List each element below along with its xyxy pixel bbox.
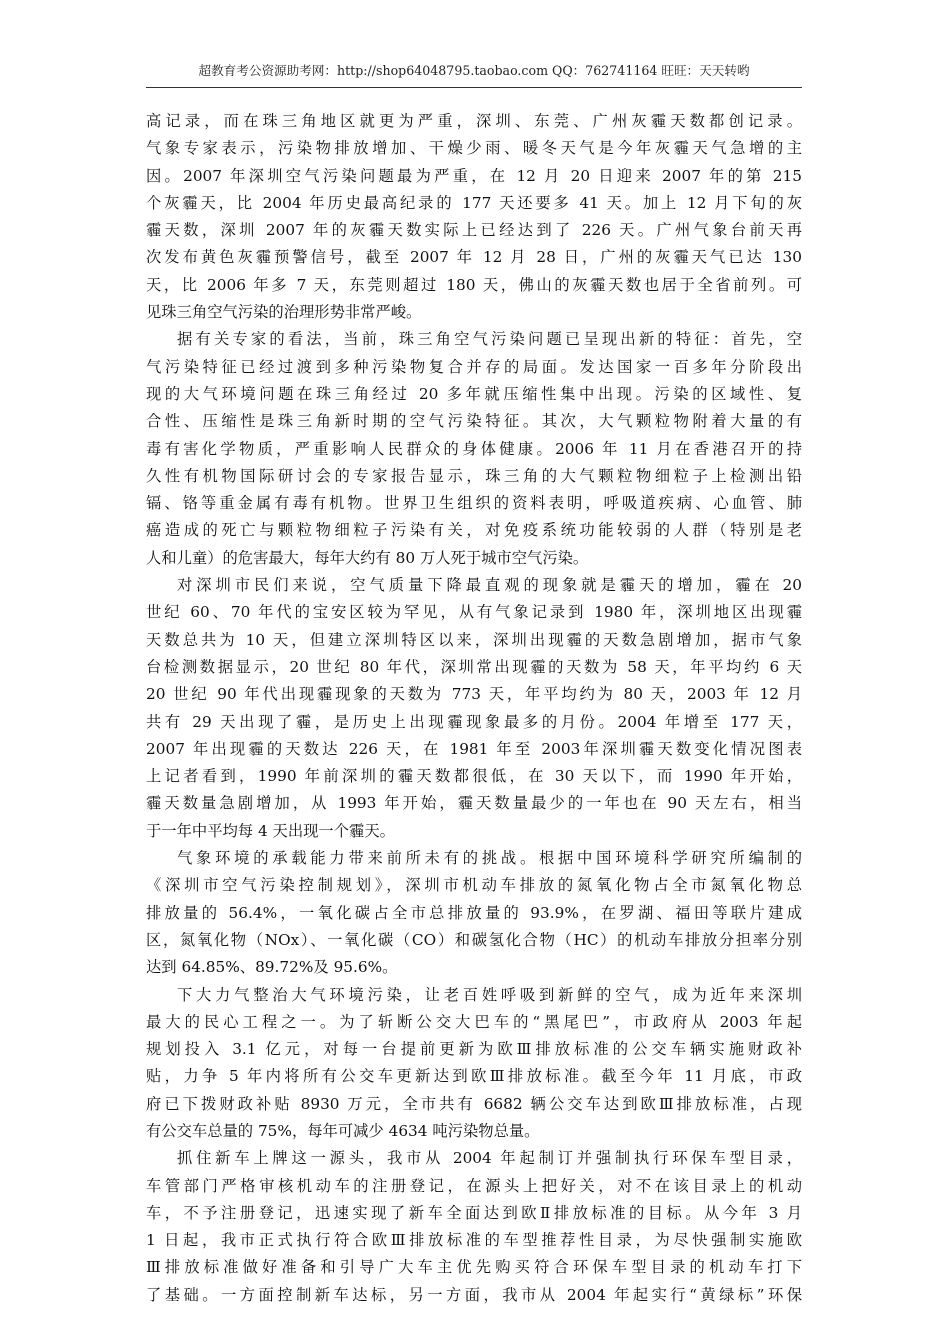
text-line: 了基础。一方面控制新车达标，另一方面，我市从 2004 年起实行“黄绿标”环保 xyxy=(146,1285,802,1304)
text-line: 毒有害化学物质，严重影响人民群众的身体健康。2006 年 11 月在香港召开的持 xyxy=(146,439,802,458)
paragraph xyxy=(146,326,802,572)
text-line: 次发布黄色灰霾预警信号，截至 2007 年 12 月 28 日，广州的灰霾天气已达 130 xyxy=(146,248,802,267)
text-line: 20 世纪 90 年代出现霾现象的天数为 773 天，年平均约为 80 天，2003 年 12 月 xyxy=(146,685,802,704)
text-line: 上记者看到，1990 年前深圳的霾天数都很低，在 30 天以下，而 1990 年开始， xyxy=(146,767,802,786)
paragraph xyxy=(146,1145,802,1309)
text-line: 对深圳市民们来说，空气质量下降最直观的现象就是霾天的增加，霾在 20 xyxy=(177,576,802,595)
article-body xyxy=(146,108,802,1309)
text-line: 气污染特征已经过渡到多种污染物复合并存的局面。发达国家一百多年分阶段出 xyxy=(146,357,802,376)
paragraph xyxy=(146,108,802,326)
text-line: 因。2007 年深圳空气污染问题最为严重，在 12 月 20 日迎来 2007 年的第 215 xyxy=(146,166,802,185)
text-line: Ⅲ排放标准做好准备和引导广大车主优先购买符合环保车型目录的机动车打下 xyxy=(146,1258,802,1277)
text-line: 霾天数量急剧增加，从 1993 年开始，霾天数量最少的一年也在 90 天左右，相当 xyxy=(146,794,802,813)
text-line: 2007 年出现霾的天数达 226 天，在 1981 年至 2003年深圳霾天数变化情况图表 xyxy=(146,739,802,758)
text-line: 贴，力争 5 年内将所有公交车更新达到欧Ⅲ排放标准。截至今年 11 月底，市政 xyxy=(146,1067,802,1086)
text-line: 台检测数据显示，20 世纪 80 年代，深圳常出现霾的天数为 58 天，年平均约 6 天 xyxy=(146,657,802,676)
paragraph xyxy=(146,845,802,981)
text-line: 达到 64.85%、89.72%及 95.6%。 xyxy=(146,958,398,977)
text-line: 气象环境的承载能力带来前所未有的挑战。根据中国环境科学研究所编制的 xyxy=(177,849,802,868)
text-line: 下大力气整治大气环境污染，让老百姓呼吸到新鲜的空气，成为近年来深圳 xyxy=(177,985,802,1004)
text-line: 个灰霾天，比 2004 年历史最高纪录的 177 天还要多 41 天。加上 12 月下旬的灰 xyxy=(146,193,802,212)
text-line: 天数总共为 10 天，但建立深圳特区以来，深圳出现霾的天数急剧增加，据市气象 xyxy=(146,630,802,649)
text-line: 癌造成的死亡与颗粒物细粒子污染有关，对免疫系统功能较弱的人群（特别是老 xyxy=(146,521,802,540)
text-line: 有公交车总量的 75%，每年可减少 4634 吨污染物总量。 xyxy=(146,1121,540,1140)
text-line: 区，氮氧化物（NOx）、一氧化碳（CO）和碳氢化合物（HC）的机动车排放分担率分别 xyxy=(146,930,802,949)
text-line: 最大的民心工程之一。为了斩断公交大巴车的“黑尾巴”，市政府从 2003 年起 xyxy=(146,1012,802,1031)
text-line: 于一年中平均每 4 天出现一个霾天。 xyxy=(146,821,395,840)
text-line: 排放量的 56.4%，一氧化碳占全市总排放量的 93.9%，在罗湖、福田等联片建成 xyxy=(146,903,802,922)
text-line: 共有 29 天出现了霾，是历史上出现霾现象最多的月份。2004 年增至 177 天， xyxy=(146,712,802,731)
text-line: 天，比 2006 年多 7 天，东莞则超过 180 天，佛山的灰霾天数也居于全省前列。可 xyxy=(146,275,802,294)
text-line: 车管部门严格审核机动车的注册登记，在源头上把好关，对不在该目录上的机动 xyxy=(146,1176,802,1195)
text-line: 见珠三角空气污染的治理形势非常严峻。 xyxy=(146,303,422,322)
page-header: 超教育考公资源助考网：http://shop64048795.taobao.com QQ：762741164 旺旺：天天转哟 xyxy=(198,63,750,78)
text-line: 1 日起，我市正式执行符合欧Ⅲ排放标准的车型推荐性目录，为尽快强制实施欧 xyxy=(146,1231,802,1250)
text-line: 规划投入 3.1 亿元，对每一台提前更新为欧Ⅲ排放标准的公交车辆实施财政补 xyxy=(146,1040,802,1059)
header-rule xyxy=(146,87,802,88)
text-line: 据有关专家的看法，当前，珠三角空气污染问题已呈现出新的特征：首先，空 xyxy=(177,330,802,349)
paragraph xyxy=(146,572,802,845)
text-line: 府已下拨财政补贴 8930 万元，全市共有 6682 辆公交车达到欧Ⅲ排放标准，占现 xyxy=(146,1094,802,1113)
text-line: 高记录，而在珠三角地区就更为严重，深圳、东莞、广州灰霾天数都创记录。 xyxy=(146,112,802,130)
text-line: 抓住新车上牌这一源头，我市从 2004 年起制订并强制执行环保车型目录， xyxy=(177,1149,802,1168)
text-line: 人和儿童）的危害最大，每年大约有 80 万人死于城市空气污染。 xyxy=(146,548,589,567)
text-line: 气象专家表示，污染物排放增加、干燥少雨、暖冬天气是今年灰霾天气急增的主 xyxy=(146,139,802,158)
text-line: 镉、铬等重金属有毒有机物。世界卫生组织的资料表明，呼吸道疾病、心血管、肺 xyxy=(146,494,802,513)
text-line: 合性、压缩性是珠三角新时期的空气污染特征。其次，大气颗粒物附着大量的有 xyxy=(146,412,802,431)
text-line: 霾天数，深圳 2007 年的灰霾天数实际上已经达到了 226 天。广州气象台前天再 xyxy=(146,221,802,240)
text-line: 久性有机物国际研讨会的专家报告显示，珠三角的大气颗粒物细粒子上检测出铅 xyxy=(146,466,802,485)
text-line: 车，不予注册登记，迅速实现了新车全面达到欧Ⅱ排放标准的目标。从今年 3 月 xyxy=(146,1203,802,1222)
paragraph xyxy=(146,982,802,1146)
text-line: 世纪 60、70 年代的宝安区较为罕见，从有气象记录到 1980 年，深圳地区出现霾 xyxy=(146,603,802,622)
text-line: 现的大气环境问题在珠三角经过 20 多年就压缩性集中出现。污染的区域性、复 xyxy=(146,384,802,403)
text-line: 《深圳市空气污染控制规划》，深圳市机动车排放的氮氧化物占全市氮氧化物总 xyxy=(146,876,802,895)
